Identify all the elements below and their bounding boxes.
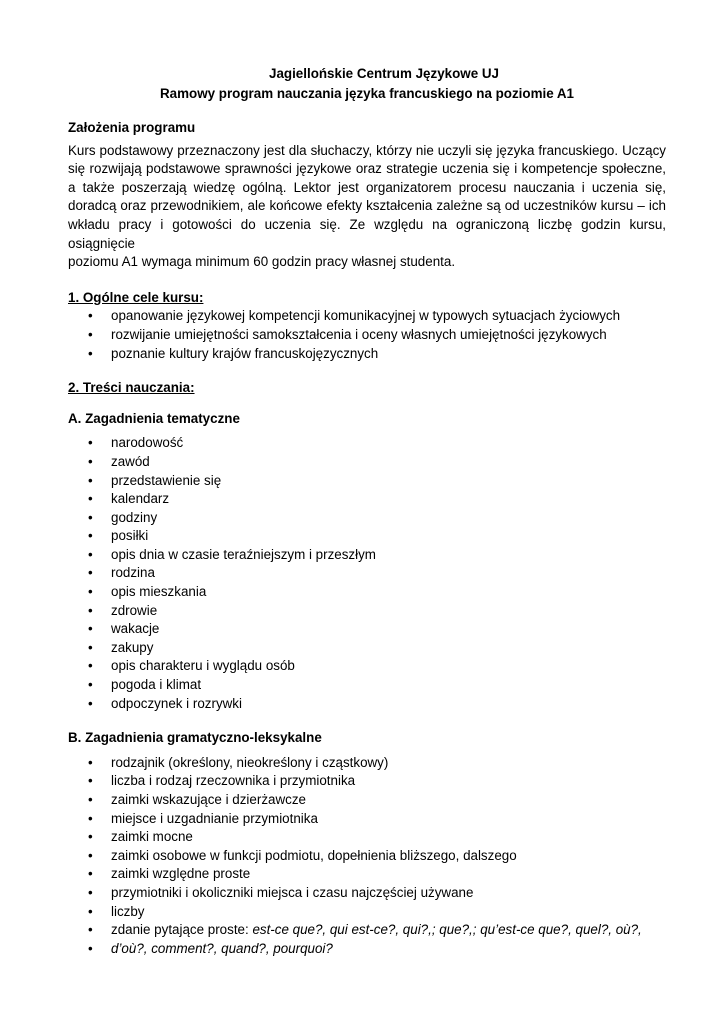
list-item: • rodzina [68, 564, 666, 583]
bullet-icon: • [88, 922, 93, 938]
list-item: • kalendarz [68, 490, 666, 509]
paragraph-line: a także poszerzają wiedzę ogólną. Lektor jest organizatorem procesu nauczania i uczenia się, [68, 179, 666, 195]
list-item: • posiłki [68, 527, 666, 546]
bullet-icon: • [88, 565, 93, 581]
bullet-icon: • [88, 792, 93, 807]
bullet-icon: • [88, 884, 93, 900]
list-item: • przymiotniki i okoliczniki miejsca i czasu najczęściej używane [68, 884, 666, 903]
content-heading: 2. Treści nauczania: [68, 380, 195, 396]
bullet-icon: • [88, 847, 93, 863]
bullet-icon: • [88, 695, 93, 711]
thematic-heading: A. Zagadnienia tematyczne [68, 410, 240, 426]
paragraph-line: poziomu A1 wymaga minimum 60 godzin pracy własnej studenta. [68, 254, 456, 270]
assumptions-paragraph [68, 142, 666, 272]
bullet-icon: • [88, 491, 93, 507]
bullet-icon: • [88, 308, 93, 324]
bullet-icon: • [88, 773, 93, 789]
list-item: • poznanie kultury krajów francuskojęzycznych [68, 345, 666, 364]
list-item: • zakupy [68, 639, 666, 658]
paragraph-line: wkładu pracy i gotowości do uczenia się. Ze względu na ograniczoną liczbę godzin kursu, osiągnięcie [68, 216, 666, 251]
list-item: • rodzajnik (określony, nieokreślony i cząstkowy) [68, 754, 666, 773]
bullet-icon: • [88, 621, 93, 637]
list-item: • liczby [68, 903, 666, 922]
institution-title: Jagiellońskie Centrum Językowe UJ [269, 66, 499, 81]
bullet-icon: • [88, 326, 93, 342]
bullet-icon: • [88, 453, 93, 469]
assumptions-heading: Założenia programu [68, 120, 196, 135]
list-item: • zaimki względne proste [68, 865, 666, 884]
list-item: • miejsce i uzgadnianie przymiotnika [68, 810, 666, 829]
goals-heading: 1. Ogólne cele kursu: [68, 289, 204, 305]
list-item [68, 921, 666, 940]
thematic-list [68, 434, 666, 713]
bullet-icon: • [88, 658, 93, 674]
list-item: • opis charakteru i wyglądu osób [68, 657, 666, 676]
list-item: • opis mieszkania [68, 583, 666, 602]
bullet-icon: • [88, 435, 93, 451]
bullet-icon: • [88, 639, 93, 655]
document-page [68, 64, 666, 958]
bullet-icon: • [88, 866, 93, 882]
bullet-icon: • [88, 528, 93, 544]
goals-list [68, 307, 666, 363]
list-item: • zawód [68, 453, 666, 472]
grammar-list [68, 754, 666, 959]
bullet-icon: • [88, 509, 93, 525]
paragraph-line: doradcą oraz przewodnikiem, ale końcowe efekty kształcenia zależne są od uczestników kursu – ich [68, 198, 666, 214]
list-item: • pogoda i klimat [68, 676, 666, 695]
bullet-icon: • [88, 829, 93, 845]
list-item: • odpoczynek i rozrywki [68, 695, 666, 714]
list-item: • narodowość [68, 434, 666, 453]
list-item: • wakacje [68, 620, 666, 639]
list-item: • zdrowie [68, 602, 666, 621]
bullet-icon: • [88, 345, 93, 361]
bullet-icon: • [88, 677, 93, 693]
bullet-icon: • [88, 903, 93, 919]
bullet-icon: • [88, 602, 93, 618]
list-item: • zaimki mocne [68, 828, 666, 847]
bullet-icon: • [88, 940, 93, 956]
list-item: • rozwijanie umiejętności samokształcenia i oceny własnych umiejętności językowych [68, 326, 666, 345]
list-item: • przedstawienie się [68, 472, 666, 491]
list-item: • opanowanie językowej kompetencji komunikacyjnej w typowych sytuacjach życiowych [68, 307, 666, 326]
paragraph-line: się rozwijają podstawowe sprawności językowe oraz strategie uczenia się i kompetencje społeczne, [68, 161, 666, 177]
bullet-icon: • [88, 584, 93, 600]
paragraph-line: Kurs podstawowy przeznaczony jest dla słuchaczy, którzy nie uczyli się języka francuskiego. Uczący [68, 142, 666, 158]
bullet-icon: • [88, 810, 93, 826]
questions-prefix: zdanie pytające proste: [111, 922, 253, 938]
list-item: • zaimki wskazujące i dzierżawcze [68, 791, 666, 810]
list-item: • liczba i rodzaj rzeczownika i przymiotnika [68, 772, 666, 791]
program-title: Ramowy program nauczania języka francuskiego na poziomie A1 [160, 86, 574, 101]
bullet-icon: • [88, 546, 93, 562]
grammar-heading: B. Zagadnienia gramatyczno-leksykalne [68, 730, 322, 746]
bullet-icon: • [88, 472, 93, 488]
list-item: • zaimki osobowe w funkcji podmiotu, dopełnienia bliższego, dalszego [68, 847, 666, 866]
list-item: • d’où?, comment?, quand?, pourquoi? [68, 940, 666, 959]
questions-italic: est-ce que?, qui est-ce?, qui?,; que?,; qu’est-ce que?, quel?, où?, [252, 922, 642, 938]
list-item: • opis dnia w czasie teraźniejszym i przeszłym [68, 546, 666, 565]
list-item: • godziny [68, 509, 666, 528]
bullet-icon: • [88, 754, 93, 770]
